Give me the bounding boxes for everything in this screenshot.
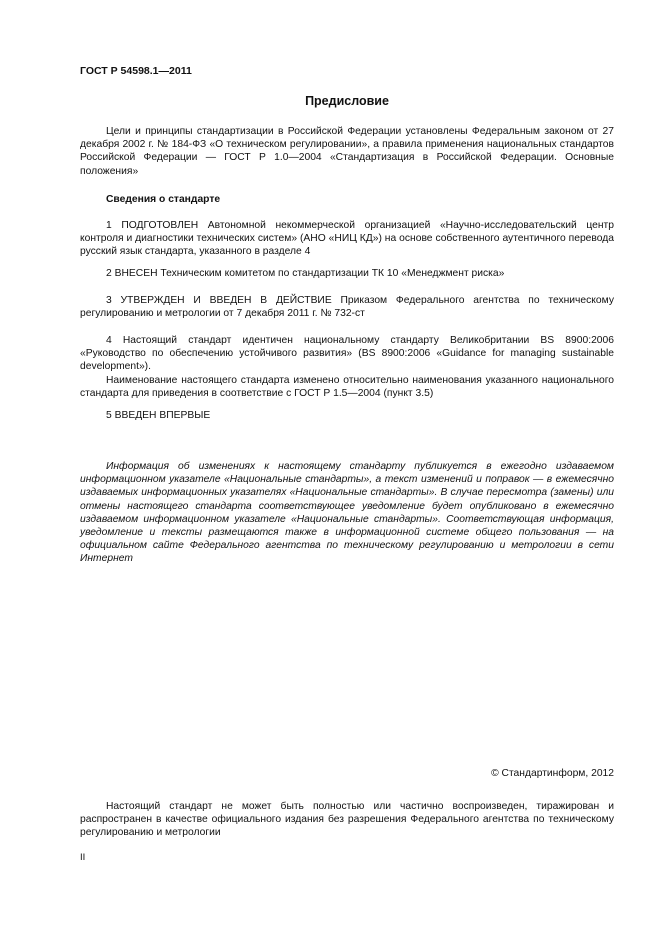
item-4-note: Наименование настоящего стандарта изменено относительно наименования указанного национального стандарта для приведения в соответствие с ГОСТ Р 1.5—2004 (пункт 3.5) <box>80 374 614 399</box>
item-4-text: 4 Настоящий стандарт идентичен национальному стандарту Великобритании BS 8900:2006 «Руководство по обеспечению устойчивого развития» (BS 8900:2006 «Guidance for managing sustainable development»). <box>80 335 614 373</box>
item-2 <box>80 267 614 280</box>
info-heading: Сведения о стандарте <box>106 194 221 205</box>
item-3-text: 3 УТВЕРЖДЕН И ВВЕДЕН В ДЕЙСТВИЕ Приказом Федерального агентства по техническому регулированию и метрологии от 7 декабря 2011 г. № 732-ст <box>80 295 614 320</box>
item-4 <box>80 334 614 400</box>
reproduction-text: Настоящий стандарт не может быть полностью или частично воспроизведен, тиражирован и распространен в качестве официального издания без разрешения Федерального агентства по техническому регулированию и метрологии <box>80 801 614 839</box>
document-number-header: ГОСТ Р 54598.1—2011 <box>80 65 192 77</box>
reproduction-notice <box>80 800 614 840</box>
item-5 <box>80 409 614 422</box>
copyright-line: © Стандартинформ, 2012 <box>491 768 614 779</box>
page-number: II <box>80 852 86 863</box>
intro-paragraph <box>80 125 614 178</box>
item-5-text: 5 ВВЕДЕН ВПЕРВЫЕ <box>106 410 211 421</box>
notice-text: Информация об изменениях к настоящему стандарту публикуется в ежегодно издаваемом информационном указателе «Национальные стандарты», а текст изменений и поправок — в ежемесячно издаваемых информационных указателях «Национальные стандарты». В случае пересмотра (замены) или отмены настоящего стандарта соответствующее уведомление будет опубликовано в ежемесячно издаваемом информационном указателе «Национальные стандарты». Соответствующая информация, уведомление и тексты размещаются также в информационной системе общего пользования — на официальном сайте Федерального агентства по техническому регулированию и метрологии в сети Интернет <box>80 461 614 565</box>
item-1 <box>80 219 614 259</box>
notice-block <box>80 460 614 566</box>
item-3 <box>80 294 614 320</box>
item-2-text: 2 ВНЕСЕН Техническим комитетом по стандартизации ТК 10 «Менеджмент риска» <box>106 268 505 279</box>
intro-text: Цели и принципы стандартизации в Российской Федерации установлены Федеральным законом от 27 декабря 2002 г. № 184-ФЗ «О техническом регулировании», а правила применения национальных стандартов Российской Федерации — ГОСТ Р 1.0—2004 «Стандартизация в Российской Федерации. Основные положения» <box>80 126 614 177</box>
item-1-text: 1 ПОДГОТОВЛЕН Автономной некоммерческой организацией «Научно-исследовательский центр контроля и диагностики технических систем» (АНО «НИЦ КД») на основе собственного аутентичного перевода русский язык стандарта, указанного в разделе 4 <box>80 220 614 258</box>
page-title: Предисловие <box>305 94 389 108</box>
